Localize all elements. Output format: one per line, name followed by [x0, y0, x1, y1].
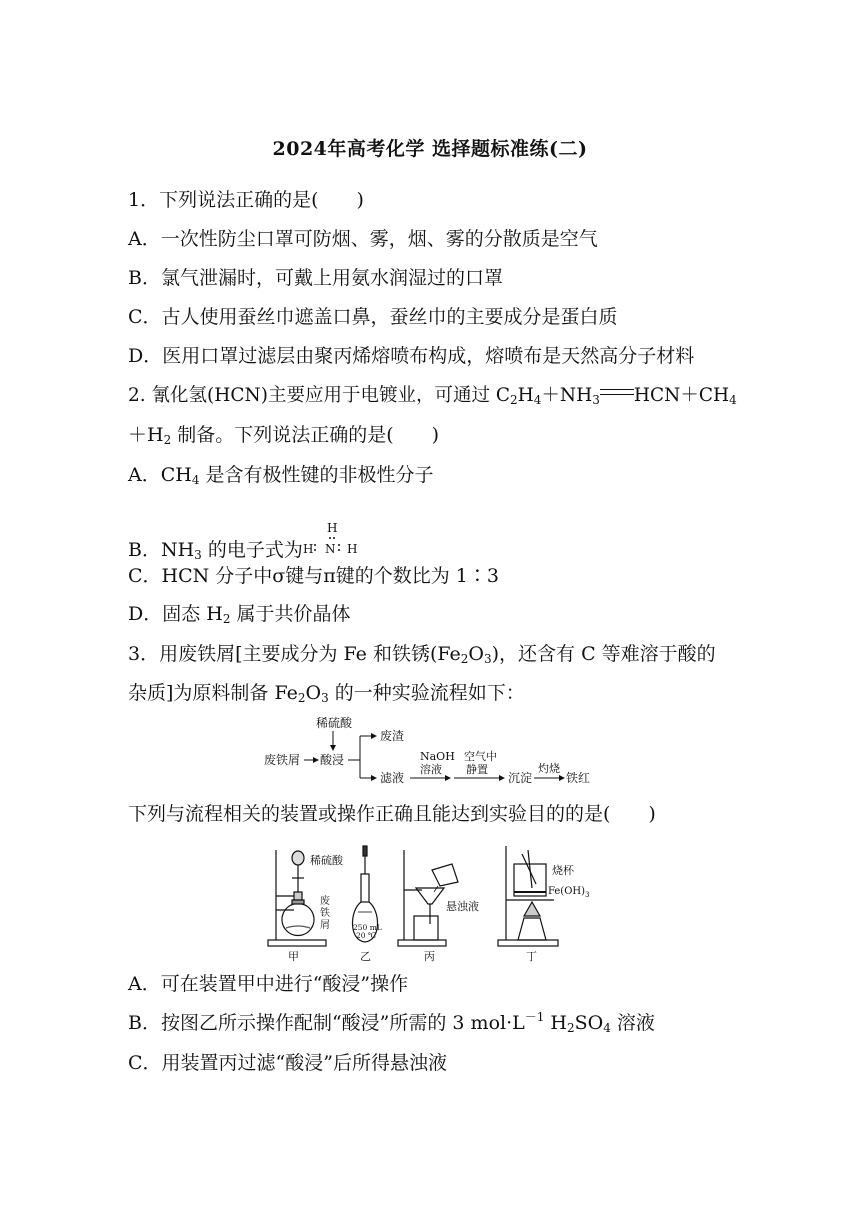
q2-option-c: C．HCN 分子中σ键与π键的个数比为 1∶3 — [128, 565, 499, 587]
subscript: 2 — [567, 1021, 575, 1035]
lewis-left-h: H — [302, 542, 314, 556]
q2-stem-line1 — [128, 382, 737, 410]
equals-sign — [600, 385, 634, 399]
option-text: B．按图乙所示操作配制“酸浸”所需的 3 mol·L — [128, 1012, 525, 1034]
q3-question: 下列与流程相关的装置或操作正确且能达到实验目的的是( ) — [128, 803, 656, 825]
subscript: 4 — [603, 1021, 611, 1035]
label-beaker: 烧杯 — [552, 864, 574, 877]
formula-part: H — [517, 385, 534, 406]
label-dilute-acid: 稀硫酸 — [310, 854, 343, 867]
flow-product: 铁红 — [566, 771, 591, 785]
flow-filtrate: 滤液 — [380, 771, 405, 785]
formula-part: O — [468, 643, 484, 665]
q1-option-b: B．氯气泄漏时，可戴上用氨水润湿过的口罩 — [128, 267, 503, 289]
superscript: －1 — [524, 1010, 545, 1024]
q2-stem-text: 2. 氰化氢(HCN)主要应用于电镀业，可通过 C — [128, 385, 510, 406]
lewis-center-n: N — [324, 542, 336, 556]
subscript: 2 — [460, 652, 469, 666]
subscript: 4 — [533, 393, 542, 407]
subscript: 2 — [509, 393, 518, 407]
q2-option-d — [128, 600, 351, 628]
flow-naoh-label: NaOH — [420, 750, 455, 763]
q3-stem-line2 — [128, 679, 525, 707]
q3-stem-line1 — [128, 640, 716, 668]
q3-stem-text: 杂质]为原料制备 Fe — [128, 682, 298, 704]
flow-start: 废铁屑 — [264, 753, 301, 767]
apparatus-figure — [262, 840, 592, 962]
label-scrap-2: 铁 — [320, 908, 330, 919]
subscript: 2 — [163, 433, 172, 447]
label-feoh-sub: 3 — [585, 891, 590, 899]
flow-residue: 废渣 — [380, 729, 405, 743]
option-text: 是含有极性键的非极性分子 — [199, 464, 434, 486]
label-ding: 丁 — [526, 950, 537, 962]
formula-part: ＋NH — [541, 385, 593, 406]
formula-part: ＋H — [128, 424, 164, 446]
formula-part: HCN＋CH — [633, 385, 730, 406]
flow-solution-label: 溶液 — [420, 763, 442, 776]
q3-stem-text: 3．用废铁屑[主要成分为 Fe 和铁锈(Fe — [128, 643, 461, 665]
q2-stem-line2 — [128, 421, 439, 449]
q3-option-a: A．可在装置甲中进行“酸浸”操作 — [128, 973, 409, 995]
q3-stem-text: )，还含有 C 等难溶于酸的 — [491, 643, 716, 665]
q1-option-c: C．古人使用蚕丝巾遮盖口鼻，蚕丝巾的主要成分是蛋白质 — [128, 306, 618, 328]
label-suspension: 悬浊液 — [446, 900, 479, 913]
formula-part: H — [544, 1012, 567, 1034]
q1-option-a: A．一次性防尘口罩可防烟、雾，烟、雾的分散质是空气 — [128, 228, 598, 250]
option-text: B．NH — [128, 539, 195, 561]
lewis-right-h: H — [346, 542, 358, 556]
label-scrap-3: 屑 — [320, 920, 330, 931]
flow-stand-label: 静置 — [466, 763, 488, 776]
subscript: 3 — [592, 393, 600, 407]
q2-option-a — [128, 461, 434, 489]
page-title: 2024年高考化学 选择题标准练(二) — [272, 138, 588, 160]
label-scrap-1: 废 — [320, 896, 330, 907]
subscript: 3 — [194, 548, 202, 562]
option-text: A．CH — [128, 464, 192, 486]
formula-part: SO — [574, 1012, 604, 1034]
label-jia: 甲 — [288, 950, 299, 962]
q1-stem: 1．下列说法正确的是( ) — [128, 189, 364, 211]
flow-calcine-label: 灼烧 — [538, 762, 560, 775]
q3-option-c: C．用装置丙过滤“酸浸”后所得悬浊液 — [128, 1052, 447, 1074]
subscript: 2 — [222, 612, 231, 626]
option-text: 属于共价晶体 — [230, 603, 351, 625]
label-feoh3 — [548, 886, 590, 899]
q3-option-b — [128, 1009, 655, 1037]
apparatus-bing — [398, 850, 458, 946]
formula-part: O — [305, 682, 322, 704]
label-feoh-text: Fe(OH) — [548, 886, 586, 897]
label-bing: 丙 — [424, 950, 435, 962]
option-text: 溶液 — [610, 1012, 655, 1034]
flow-reagent: 稀硫酸 — [316, 716, 353, 730]
subscript: 4 — [191, 473, 200, 487]
flow-air-label: 空气中 — [464, 750, 497, 763]
label-yi: 乙 — [360, 950, 371, 962]
option-text: D．固态 H — [128, 603, 223, 625]
subscript: 3 — [321, 691, 329, 705]
label-flask-temp: 20 ℃ — [356, 931, 377, 940]
lewis-top-h: H — [326, 521, 338, 535]
q3-stem-text: 的一种实验流程如下： — [328, 682, 525, 704]
q1-option-d: D．医用口罩过滤层由聚丙烯熔喷布构成，熔喷布是天然高分子材料 — [128, 345, 695, 367]
q2-option-b — [128, 520, 363, 566]
subscript: 2 — [297, 691, 306, 705]
option-text: 的电子式为 — [201, 539, 303, 561]
q2-stem-text: 制备。下列说法正确的是( ) — [171, 424, 440, 446]
subscript: 4 — [729, 393, 737, 407]
nh3-lewis-structure — [301, 520, 363, 566]
label-flask-volume: 250 mL — [353, 923, 382, 932]
flow-step-acid-leach: 酸浸 — [320, 753, 345, 767]
subscript: 3 — [484, 652, 492, 666]
flow-precipitate: 沉淀 — [508, 771, 533, 785]
process-flow-diagram — [260, 714, 600, 790]
